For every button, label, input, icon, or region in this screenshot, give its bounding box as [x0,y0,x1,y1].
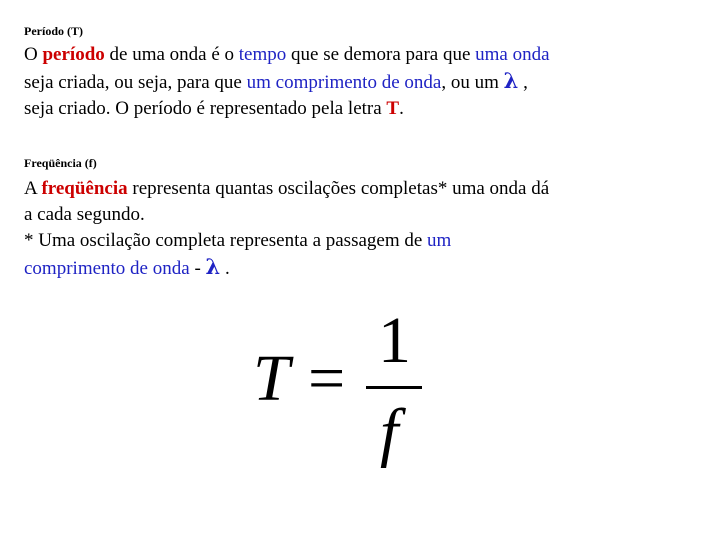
text: , [518,72,528,93]
period-line-1 [24,42,708,68]
formula-numerator: 1 [378,304,411,377]
fraction-bar [366,386,422,389]
period-term: período [42,44,105,65]
lambda-symbol: λ [503,68,519,93]
formula-lhs: T [253,342,290,415]
text: A [24,178,42,199]
text: * Uma oscilação completa representa a passagem de [24,230,428,251]
text: , ou um [441,72,504,93]
text: seja criada, ou seja, para que [24,72,247,93]
letter-T: T [386,98,400,119]
text: que se demora para que [286,44,476,65]
period-paragraph [24,42,708,122]
frequency-term: freqüência [41,178,128,199]
frequency-paragraph [24,176,708,282]
tempo-term: tempo [238,44,287,65]
period-line-3 [24,96,708,122]
text: . [399,98,404,119]
formula-denominator: f [380,396,399,469]
frequency-line-4 [24,254,708,282]
wavelength-term: um comprimento de onda [246,72,442,93]
um-term: um [427,230,452,251]
period-line-2 [24,68,708,96]
text: de uma onda é o [104,44,239,65]
text: . [220,258,230,279]
uma-onda-term: uma onda [475,44,550,65]
text: - [189,258,206,279]
period-heading: Período (T) [24,24,83,38]
wavelength-term: comprimento de onda [24,258,190,279]
text: O [24,44,43,65]
text: representa quantas oscilações completas* uma onda dá [127,178,550,199]
formula-equals: = [308,342,346,415]
frequency-line-1 [24,176,708,202]
frequency-line-3 [24,228,708,254]
frequency-heading: Freqüência (f) [24,156,97,170]
frequency-line-2: a cada segundo. [24,204,145,225]
lambda-symbol: λ [205,254,221,279]
text: seja criado. O período é representado pela letra [24,98,387,119]
